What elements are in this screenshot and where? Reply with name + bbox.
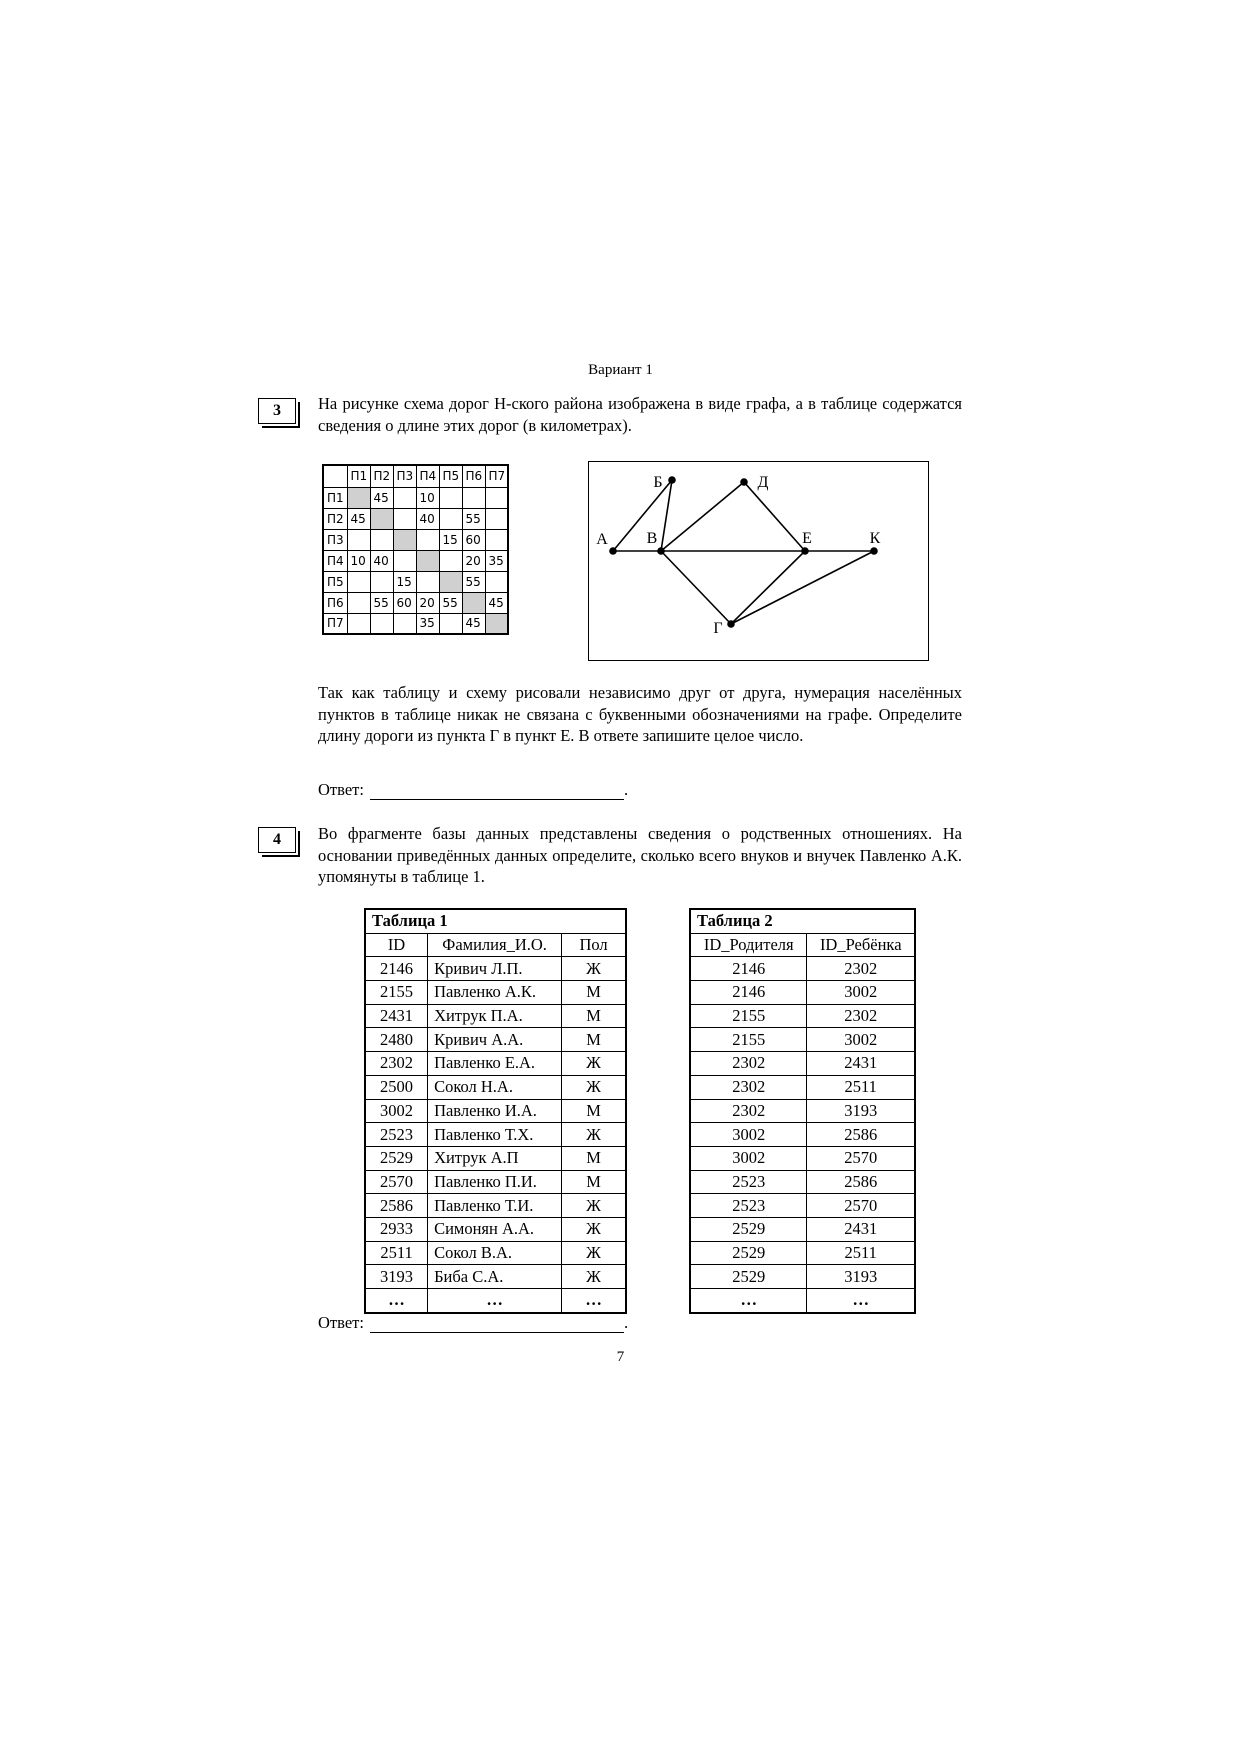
table-cell: 40 xyxy=(416,508,439,529)
q3-text: Так как таблицу и схему рисовали независимо друг от друга, нумерация населённых пунктов в таблице никак не связана с буквенными обозначениями на графе. Определите длину дороги из пункта Г в пункт Е. В ответе запишите целое число. xyxy=(318,683,962,745)
table-cell: 2302 xyxy=(690,1052,807,1076)
table-row xyxy=(690,1194,915,1218)
table-cell xyxy=(370,571,393,592)
table-cell: Павленко Т.Х. xyxy=(428,1123,562,1147)
table-cell: Ж xyxy=(562,1194,626,1218)
table-cell: Хитрук П.А. xyxy=(428,1004,562,1028)
table-cell: Ж xyxy=(562,1052,626,1076)
graph-edge xyxy=(744,482,805,551)
table-row xyxy=(365,981,626,1005)
table-cell: 60 xyxy=(462,529,485,550)
table-corner xyxy=(323,465,347,487)
table-cell: 2480 xyxy=(365,1028,428,1052)
diagonal-cell xyxy=(393,529,416,550)
table-cell: 60 xyxy=(393,592,416,613)
table-cell: 2146 xyxy=(690,981,807,1005)
column-header: П1 xyxy=(347,465,370,487)
table-cell: 2529 xyxy=(365,1146,428,1170)
table-cell: 2586 xyxy=(807,1170,915,1194)
table-cell xyxy=(347,529,370,550)
table-cell: Павленко И.А. xyxy=(428,1099,562,1123)
table-cell: … xyxy=(428,1289,562,1313)
table-cell: 2302 xyxy=(690,1075,807,1099)
table-cell: 2511 xyxy=(807,1075,915,1099)
q3-intro: На рисунке схема дорог Н-ского района изображена в виде графа, а в таблице содержатся сведения о длине этих дорог (в километрах). xyxy=(318,394,962,435)
table-row xyxy=(690,1170,915,1194)
graph-edge xyxy=(731,551,805,624)
table-cell: 2302 xyxy=(807,957,915,981)
table-cell xyxy=(393,508,416,529)
table-cell xyxy=(347,613,370,634)
distance-table xyxy=(322,464,509,635)
row-header: П7 xyxy=(323,613,347,634)
graph-node xyxy=(870,547,878,555)
table-row xyxy=(365,1004,626,1028)
graph-node-label: А xyxy=(596,531,608,548)
table-cell: 2155 xyxy=(365,981,428,1005)
table-cell: 3002 xyxy=(807,981,915,1005)
table-row xyxy=(365,1146,626,1170)
table-row xyxy=(690,1004,915,1028)
answer-field[interactable] xyxy=(370,1317,624,1333)
table-cell xyxy=(370,613,393,634)
table-cell: 3002 xyxy=(365,1099,428,1123)
table-cell xyxy=(416,529,439,550)
row-header: П3 xyxy=(323,529,347,550)
table-cell: 2529 xyxy=(690,1265,807,1289)
table-cell xyxy=(393,550,416,571)
column-header: П7 xyxy=(485,465,508,487)
table-cell xyxy=(462,487,485,508)
table-row xyxy=(365,1075,626,1099)
table-cell: 2529 xyxy=(690,1241,807,1265)
table-cell xyxy=(347,571,370,592)
column-header: ID_Родителя xyxy=(690,933,807,957)
table-caption: Таблица 2 xyxy=(690,909,915,933)
q4-answer: Ответ: . xyxy=(318,1313,629,1332)
table-cell: 2586 xyxy=(365,1194,428,1218)
q3-answer: Ответ: . xyxy=(318,780,629,799)
column-header: П2 xyxy=(370,465,393,487)
table-cell: 45 xyxy=(347,508,370,529)
table-cell: 55 xyxy=(462,571,485,592)
table-cell: 35 xyxy=(485,550,508,571)
table-cell: … xyxy=(807,1289,915,1313)
question-number-4: 4 xyxy=(258,827,296,853)
table-row xyxy=(365,1241,626,1265)
table-row xyxy=(690,1289,915,1313)
table-row xyxy=(365,1194,626,1218)
table-row xyxy=(690,981,915,1005)
row-header: П1 xyxy=(323,487,347,508)
table-cell: Павленко Т.И. xyxy=(428,1194,562,1218)
table-cell: 2146 xyxy=(690,957,807,981)
column-header: П5 xyxy=(439,465,462,487)
table-cell: 45 xyxy=(485,592,508,613)
table-row xyxy=(365,1265,626,1289)
row-header: П6 xyxy=(323,592,347,613)
graph-edge xyxy=(731,551,874,624)
column-header: П3 xyxy=(393,465,416,487)
table-cell: 2523 xyxy=(365,1123,428,1147)
table-cell: 2570 xyxy=(807,1194,915,1218)
table-cell: М xyxy=(562,1028,626,1052)
answer-field[interactable] xyxy=(370,784,624,800)
table-row xyxy=(365,1289,626,1313)
graph-node-label: Е xyxy=(802,530,812,547)
graph-node xyxy=(668,476,676,484)
column-header: Пол xyxy=(562,933,626,957)
table-cell: 2511 xyxy=(365,1241,428,1265)
table-row xyxy=(323,487,508,508)
diagonal-cell xyxy=(485,613,508,634)
graph-node xyxy=(609,547,617,555)
row-header: П4 xyxy=(323,550,347,571)
graph-edge xyxy=(661,551,731,624)
table-cell: 3193 xyxy=(365,1265,428,1289)
table-cell: 3002 xyxy=(690,1146,807,1170)
table-cell: 2500 xyxy=(365,1075,428,1099)
table-row xyxy=(323,508,508,529)
table-cell: 3193 xyxy=(807,1265,915,1289)
table-cell: 15 xyxy=(439,529,462,550)
table-cell: 20 xyxy=(462,550,485,571)
table-cell: 2155 xyxy=(690,1004,807,1028)
table-cell: 45 xyxy=(370,487,393,508)
graph-node xyxy=(740,478,748,486)
diagonal-cell xyxy=(462,592,485,613)
graph-node-label: Г xyxy=(713,620,723,637)
table-row xyxy=(690,1099,915,1123)
table-cell: 2431 xyxy=(365,1004,428,1028)
table-cell xyxy=(416,571,439,592)
table-caption: Таблица 1 xyxy=(365,909,626,933)
answer-label: Ответ: xyxy=(318,1313,364,1332)
table-cell: 2302 xyxy=(690,1099,807,1123)
table-cell xyxy=(485,508,508,529)
table-cell xyxy=(370,529,393,550)
table-cell xyxy=(485,571,508,592)
table-cell: Сокол Н.А. xyxy=(428,1075,562,1099)
table-row xyxy=(690,1075,915,1099)
table-row xyxy=(323,571,508,592)
table-cell: 2155 xyxy=(690,1028,807,1052)
table-row xyxy=(690,1052,915,1076)
table-cell: … xyxy=(690,1289,807,1313)
table-cell: … xyxy=(365,1289,428,1313)
table-cell: 2570 xyxy=(807,1146,915,1170)
table-cell: 2511 xyxy=(807,1241,915,1265)
people-table xyxy=(364,908,627,1314)
table-cell: 10 xyxy=(416,487,439,508)
table-row xyxy=(690,1146,915,1170)
table-cell: 40 xyxy=(370,550,393,571)
table-row xyxy=(323,613,508,634)
table-cell: 2933 xyxy=(365,1217,428,1241)
table-cell xyxy=(393,487,416,508)
table-cell: 2523 xyxy=(690,1194,807,1218)
row-header: П2 xyxy=(323,508,347,529)
column-header: Фамилия_И.О. xyxy=(428,933,562,957)
relations-table xyxy=(689,908,916,1314)
table-cell xyxy=(485,487,508,508)
answer-label: Ответ: xyxy=(318,780,364,799)
table-cell: 20 xyxy=(416,592,439,613)
table-cell: 10 xyxy=(347,550,370,571)
table-row xyxy=(690,1265,915,1289)
table-cell: 55 xyxy=(370,592,393,613)
page-number: 7 xyxy=(616,1349,625,1365)
table-cell: 2529 xyxy=(690,1217,807,1241)
road-graph xyxy=(588,461,929,661)
column-header: П6 xyxy=(462,465,485,487)
table-cell: Сокол В.А. xyxy=(428,1241,562,1265)
table-row xyxy=(323,592,508,613)
table-cell xyxy=(439,550,462,571)
table-cell: М xyxy=(562,981,626,1005)
table-row xyxy=(365,1170,626,1194)
column-header: ID_Ребёнка xyxy=(807,933,915,957)
table-row xyxy=(365,1099,626,1123)
table-cell: 2586 xyxy=(807,1123,915,1147)
table-cell: М xyxy=(562,1146,626,1170)
table-cell: 45 xyxy=(462,613,485,634)
table-cell: Ж xyxy=(562,957,626,981)
table-cell xyxy=(439,487,462,508)
graph-node xyxy=(801,547,809,555)
table-cell: Симонян А.А. xyxy=(428,1217,562,1241)
table-cell: Кривич А.А. xyxy=(428,1028,562,1052)
table-row xyxy=(323,550,508,571)
graph-node xyxy=(727,620,735,628)
column-header: ID xyxy=(365,933,428,957)
graph-edge xyxy=(661,482,744,551)
table-cell: Павленко П.И. xyxy=(428,1170,562,1194)
diagonal-cell xyxy=(347,487,370,508)
graph-node-label: К xyxy=(869,530,881,547)
table-row xyxy=(323,529,508,550)
table-cell: Павленко А.К. xyxy=(428,981,562,1005)
table-row xyxy=(690,957,915,981)
table-cell: … xyxy=(562,1289,626,1313)
table-cell: М xyxy=(562,1004,626,1028)
page-header: Вариант 1 xyxy=(588,362,653,378)
table-cell: 15 xyxy=(393,571,416,592)
table-cell: 2146 xyxy=(365,957,428,981)
table-cell: М xyxy=(562,1099,626,1123)
question-number-3: 3 xyxy=(258,398,296,424)
table-cell: 3193 xyxy=(807,1099,915,1123)
graph-node-label: Б xyxy=(653,474,663,491)
table-cell: 2431 xyxy=(807,1217,915,1241)
table-cell: Павленко Е.А. xyxy=(428,1052,562,1076)
table-cell: 2523 xyxy=(690,1170,807,1194)
table-cell xyxy=(485,529,508,550)
table-cell: 3002 xyxy=(690,1123,807,1147)
table-cell: 35 xyxy=(416,613,439,634)
table-cell: Ж xyxy=(562,1265,626,1289)
table-row xyxy=(690,1028,915,1052)
diagonal-cell xyxy=(416,550,439,571)
table-cell: М xyxy=(562,1170,626,1194)
table-row xyxy=(365,1217,626,1241)
table-row xyxy=(365,1028,626,1052)
table-cell: 3002 xyxy=(807,1028,915,1052)
table-cell: Ж xyxy=(562,1217,626,1241)
table-cell xyxy=(347,592,370,613)
table-row xyxy=(365,1052,626,1076)
table-row xyxy=(365,1123,626,1147)
table-row xyxy=(365,957,626,981)
diagonal-cell xyxy=(370,508,393,529)
graph-node xyxy=(657,547,665,555)
diagonal-cell xyxy=(439,571,462,592)
table-cell xyxy=(439,613,462,634)
table-cell: Ж xyxy=(562,1241,626,1265)
table-cell xyxy=(393,613,416,634)
table-cell: 2570 xyxy=(365,1170,428,1194)
table-row xyxy=(690,1241,915,1265)
row-header: П5 xyxy=(323,571,347,592)
table-cell: Кривич Л.П. xyxy=(428,957,562,981)
table-cell: 55 xyxy=(462,508,485,529)
table-cell: Ж xyxy=(562,1123,626,1147)
table-row xyxy=(690,1217,915,1241)
table-row xyxy=(690,1123,915,1147)
table-cell: 55 xyxy=(439,592,462,613)
graph-node-label: В xyxy=(646,530,658,547)
table-cell: 2302 xyxy=(807,1004,915,1028)
table-cell: Хитрук А.П xyxy=(428,1146,562,1170)
table-cell: 2302 xyxy=(365,1052,428,1076)
table-cell xyxy=(439,508,462,529)
column-header: П4 xyxy=(416,465,439,487)
q4-text: Во фрагменте базы данных представлены сведения о родственных отношениях. На основании приведённых данных определите, сколько всего внуков и внучек Павленко А.К. упомянуты в таблице 1. xyxy=(318,824,962,886)
table-cell: Биба С.А. xyxy=(428,1265,562,1289)
table-cell: 2431 xyxy=(807,1052,915,1076)
table-cell: Ж xyxy=(562,1075,626,1099)
graph-node-label: Д xyxy=(757,474,769,491)
